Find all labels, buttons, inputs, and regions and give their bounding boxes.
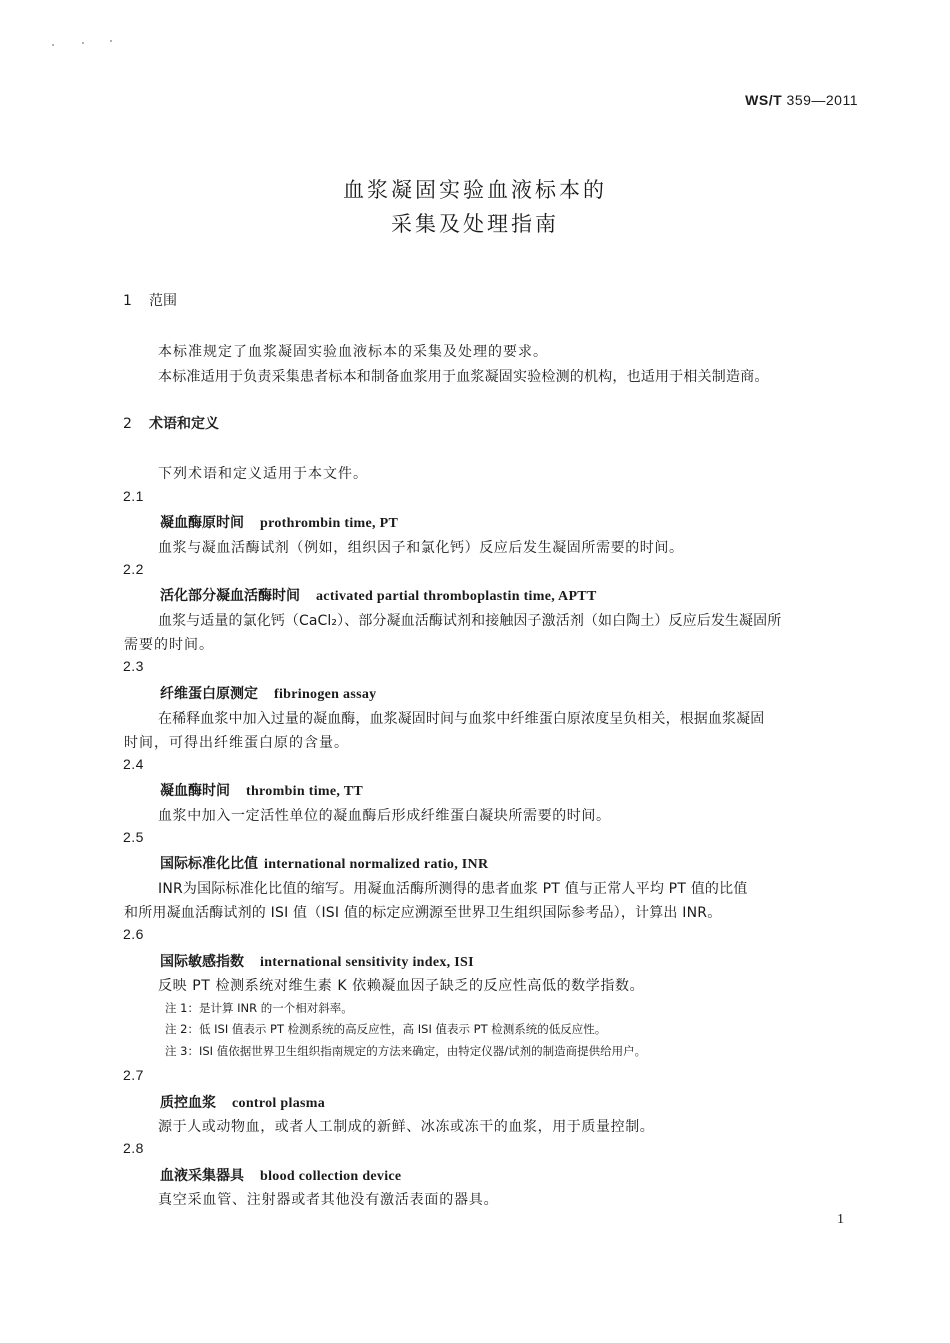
definition: 需要的时间。 bbox=[124, 637, 214, 653]
term-entry bbox=[160, 853, 488, 873]
note: 注 1：是计算 INR 的一个相对斜率。 bbox=[165, 1001, 353, 1015]
term-en: blood collection device bbox=[260, 1169, 402, 1184]
term-zh: 国际标准化比值 bbox=[160, 856, 258, 872]
definition: 血浆与适量的氯化钙（CaCl₂）、部分凝血活酶试剂和接触因子激活剂（如白陶土）反应后发生凝固所 bbox=[158, 613, 782, 629]
term-entry bbox=[160, 780, 363, 800]
clause-number: 2.3 bbox=[123, 658, 144, 674]
definition: 在稀释血浆中加入过量的凝血酶，血浆凝固时间与血浆中纤维蛋白原浓度呈负相关，根据血浆凝固 bbox=[158, 711, 765, 727]
definition: 血浆与凝血活酶试剂（例如，组织因子和氯化钙）反应后发生凝固所需要的时间。 bbox=[158, 540, 684, 556]
section-title: 术语和定义 bbox=[149, 416, 219, 432]
document-title-line-2: 采集及处理指南 bbox=[391, 212, 559, 236]
term-entry bbox=[160, 951, 474, 971]
section-title: 范围 bbox=[149, 293, 177, 309]
clause-number: 2.6 bbox=[123, 926, 144, 942]
standard-prefix: WS/T bbox=[745, 92, 783, 108]
paragraph: 本标准规定了血浆凝固实验血液标本的采集及处理的要求。 bbox=[158, 344, 548, 360]
term-en: control plasma bbox=[232, 1096, 325, 1111]
term-entry bbox=[160, 683, 376, 703]
definition: 反映 PT 检测系统对维生素 K 依赖凝血因子缺乏的反应性高低的数学指数。 bbox=[158, 978, 645, 994]
document-title-line-1: 血浆凝固实验血液标本的 bbox=[343, 178, 607, 202]
clause-number: 2.4 bbox=[123, 756, 144, 772]
term-zh: 凝血酶时间 bbox=[160, 783, 230, 799]
term-zh: 活化部分凝血活酶时间 bbox=[160, 588, 300, 604]
clause-number: 2.7 bbox=[123, 1067, 144, 1083]
standard-code bbox=[745, 92, 858, 108]
term-zh: 凝血酶原时间 bbox=[160, 515, 244, 531]
definition: 血浆中加入一定活性单位的凝血酶后形成纤维蛋白凝块所需要的时间。 bbox=[158, 808, 611, 824]
term-entry bbox=[160, 1165, 401, 1185]
scan-specks bbox=[52, 40, 122, 48]
standard-number: 359—2011 bbox=[786, 92, 858, 108]
clause-number: 2.2 bbox=[123, 561, 144, 577]
clause-number: 2.5 bbox=[123, 829, 144, 845]
term-en: fibrinogen assay bbox=[274, 687, 377, 702]
term-en: activated partial thromboplastin time, APTT bbox=[316, 589, 597, 604]
definition: 源于人或动物血，或者人工制成的新鲜、冰冻或冻干的血浆，用于质量控制。 bbox=[158, 1119, 655, 1135]
term-entry bbox=[160, 585, 597, 605]
page-number: 1 bbox=[837, 1212, 844, 1227]
section-heading bbox=[123, 413, 219, 433]
section-number: 2 bbox=[123, 416, 132, 432]
term-en: international sensitivity index, ISI bbox=[260, 955, 474, 970]
term-zh: 国际敏感指数 bbox=[160, 954, 244, 970]
clause-number: 2.8 bbox=[123, 1140, 144, 1156]
definition: 真空采血管、注射器或者其他没有激活表面的器具。 bbox=[158, 1192, 499, 1208]
term-zh: 质控血浆 bbox=[160, 1095, 216, 1111]
term-zh: 纤维蛋白原测定 bbox=[160, 686, 258, 702]
section-number: 1 bbox=[123, 293, 132, 309]
term-zh: 血液采集器具 bbox=[160, 1168, 244, 1184]
term-en: prothrombin time, PT bbox=[260, 516, 399, 531]
term-entry bbox=[160, 512, 398, 532]
note: 注 2：低 ISI 值表示 PT 检测系统的高反应性，高 ISI 值表示 PT 检测系统的低反应性。 bbox=[165, 1022, 607, 1036]
definition: 时间，可得出纤维蛋白原的含量。 bbox=[124, 735, 349, 751]
section-heading bbox=[123, 290, 177, 310]
definition: 和所用凝血活酶试剂的 ISI 值（ISI 值的标定应溯源至世界卫生组织国际参考品），计算出 INR。 bbox=[124, 905, 722, 921]
term-en: international normalized ratio, INR bbox=[264, 857, 489, 872]
term-en: thrombin time, TT bbox=[246, 784, 363, 799]
term-entry bbox=[160, 1092, 325, 1112]
paragraph: 本标准适用于负责采集患者标本和制备血浆用于血浆凝固实验检测的机构，也适用于相关制造商。 bbox=[158, 369, 769, 385]
paragraph: 下列术语和定义适用于本文件。 bbox=[158, 466, 368, 482]
definition: INR为国际标准化比值的缩写。用凝血活酶所测得的患者血浆 PT 值与正常人平均 PT 值的比值 bbox=[158, 881, 748, 897]
clause-number: 2.1 bbox=[123, 488, 144, 504]
note: 注 3：ISI 值依据世界卫生组织指南规定的方法来确定，由特定仪器/试剂的制造商提供给用户。 bbox=[165, 1044, 647, 1058]
